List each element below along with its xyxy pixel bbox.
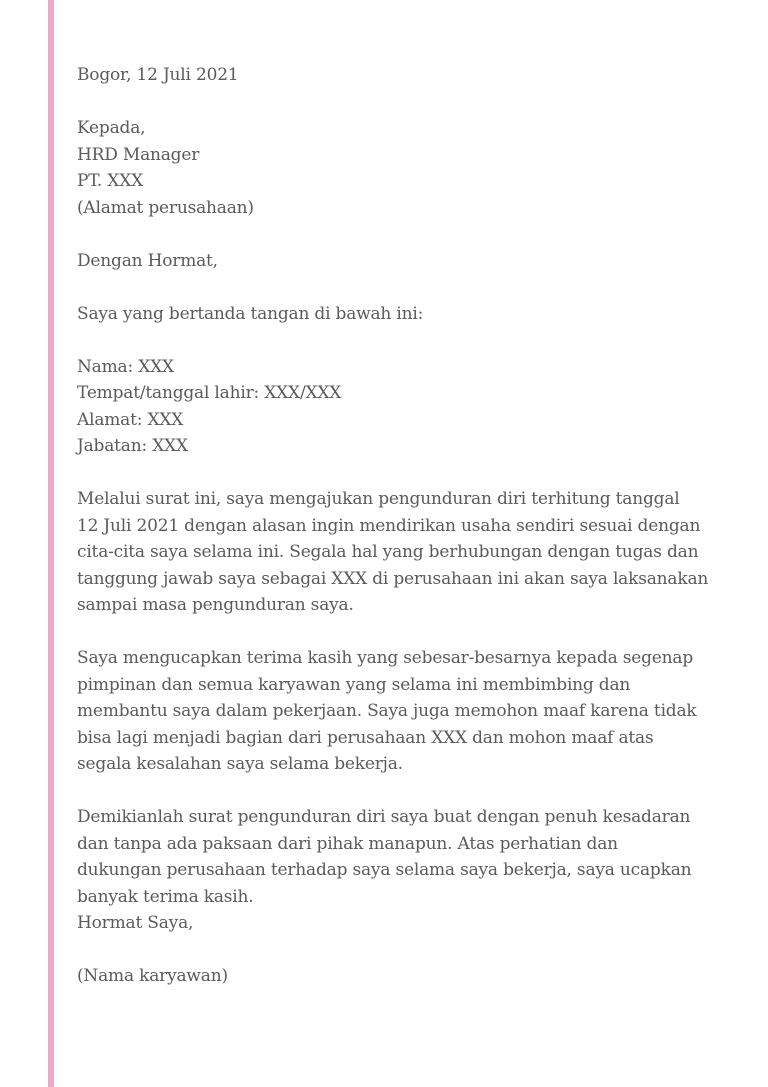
identity-position: Jabatan: XXX [77,436,188,456]
place-date: Bogor, 12 Juli 2021 [77,65,239,85]
paragraph-line: dukungan perusahaan terhadap saya selama saya bekerja, saya ucapkan [77,860,692,880]
identity-birth: Tempat/tanggal lahir: XXX/XXX [77,383,342,403]
paragraph-line: membantu saya dalam pekerjaan. Saya juga memohon maaf karena tidak [77,701,697,721]
spacer [77,274,767,301]
resignation-letter [77,62,767,990]
paragraph-line: bisa lagi menjadi bagian dari perusahaan XXX dan mohon maaf atas [77,727,654,748]
paragraph-line: pimpinan dan semua karyawan yang selama ini membimbing dan [77,674,631,695]
identity-block [77,354,767,460]
greeting: Dengan Hormat, [77,250,218,271]
paragraph-thanks [77,645,767,778]
paragraph-resignation [77,486,767,619]
closing: Hormat Saya, [77,913,194,933]
spacer [77,619,767,646]
paragraph-line: segala kesalahan saya selama bekerja. [77,754,403,774]
recipient-salutation: Kepada, [77,118,146,138]
recipient-company: PT. XXX [77,171,143,191]
paragraph-line: cita-cita saya selama ini. Segala hal yang berhubungan dengan tugas dan [77,542,699,562]
intro: Saya yang bertanda tangan di bawah ini: [77,303,424,324]
spacer [77,327,767,354]
spacer [77,89,767,116]
paragraph-line: Saya mengucapkan terima kasih yang sebesar-besarnya kepada segenap [77,648,694,668]
paragraph-line: Demikianlah surat pengunduran diri saya buat dengan penuh kesadaran [77,807,691,827]
paragraph-line: banyak terima kasih. [77,886,254,907]
paragraph-line: tanggung jawab saya sebagai XXX di perusahaan ini akan saya laksanakan [77,568,709,589]
paragraph-closing [77,804,767,910]
recipient-title: HRD Manager [77,144,200,165]
spacer [77,460,767,487]
recipient-block [77,115,767,221]
identity-name: Nama: XXX [77,356,174,377]
paragraph-line: sampai masa pengunduran saya. [77,595,354,615]
identity-address: Alamat: XXX [77,409,184,430]
spacer [77,221,767,248]
spacer [77,778,767,805]
spacer [77,937,767,964]
paragraph-line: Melalui surat ini, saya mengajukan pengunduran diri terhitung tanggal [77,489,680,509]
accent-bar [48,0,54,1087]
recipient-address: (Alamat perusahaan) [77,197,254,218]
paragraph-line: 12 Juli 2021 dengan alasan ingin mendirikan usaha sendiri sesuai dengan [77,515,701,536]
signature: (Nama karyawan) [77,966,228,986]
paragraph-line: dan tanpa ada paksaan dari pihak manapun. Atas perhatian dan [77,833,618,854]
